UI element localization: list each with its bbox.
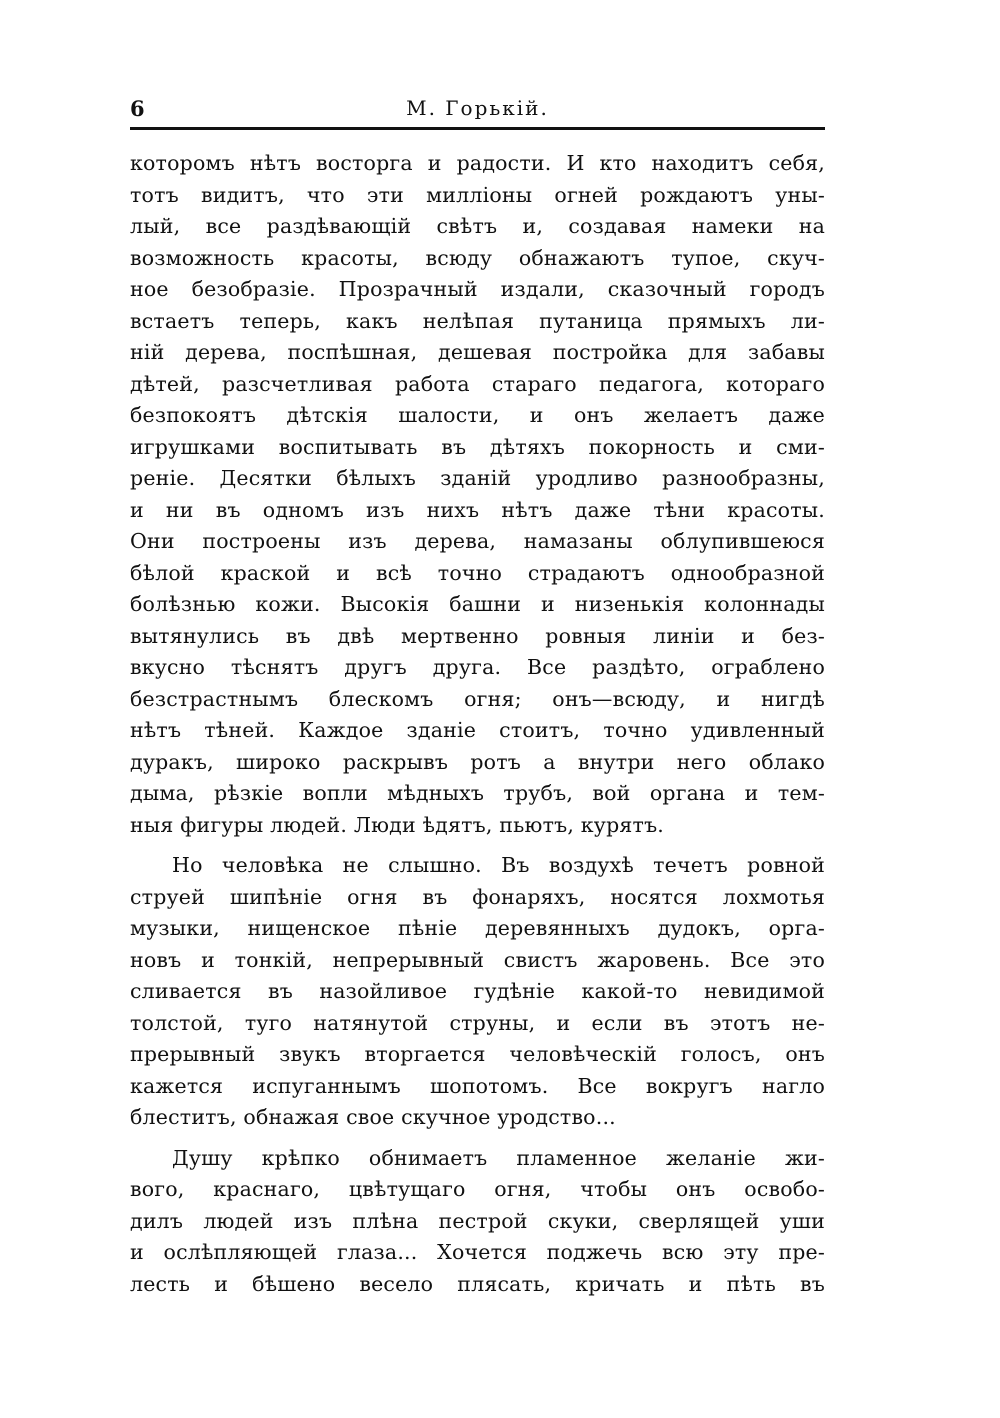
text-line: возможность красоты, всюду обнажаютъ тупое, скуч- [130,245,825,270]
text-line: прерывный звукъ вторгается человѣческій голосъ, онъ [130,1042,825,1066]
text-line: Они построены изъ дерева, намазаны облупившеюся [130,529,825,553]
text-line: реніе. Десятки бѣлыхъ зданій уродливо разнообразны, [130,466,825,490]
text-line: лесть и бѣшено весело плясать, кричать и пѣть въ [130,1271,825,1296]
text-line: и ослѣпляющей глаза... Хочется поджечь всю эту пре- [130,1240,825,1264]
body-text [130,148,825,1300]
text-line: безпокоятъ дѣтскія шалости, и онъ желаетъ даже [130,403,825,427]
text-line: струей шипѣніе огня въ фонаряхъ, носятся лохмотья [130,884,825,909]
text-line: блеститъ, обнажая свое скучное уродство... [130,1105,616,1129]
page-number: 6 [130,96,145,121]
text-line: дыма, рѣзкіе вопли мѣдныхъ трубъ, вой органа и тем- [130,781,825,805]
text-line: которомъ нѣтъ восторга и радости. И кто находитъ себя, [130,151,825,175]
paragraph-1 [130,148,825,841]
paragraph-spacer [130,1134,825,1143]
text-line: музыки, нищенское пѣніе деревянныхъ дудокъ, орга- [130,916,825,940]
text-line: вытянулись въ двѣ мертвенно ровныя линіи и без- [130,623,825,648]
header-rule [130,127,825,130]
text-line: бѣлой краской и всѣ точно страдаютъ однообразной [130,560,825,585]
text-line: ній дерева, поспѣшная, дешевая постройка для забавы [130,340,825,364]
text-line: Душу крѣпко обнимаетъ пламенное желаніе жи- [172,1145,825,1170]
paragraph-spacer [130,841,825,850]
running-head: М. Горькій. [406,96,549,120]
text-line: ное безобразіе. Прозрачный издали, сказочный городъ [130,277,825,301]
text-line: дилъ людей изъ плѣна пестрой скуки, сверлящей уши [130,1208,825,1233]
text-line: лый, все раздѣвающій свѣтъ и, создавая намеки на [130,214,825,238]
text-line: болѣзнью кожи. Высокія башни и низенькія колоннады [130,592,825,616]
text-line: ныя фигуры людей. Люди ѣдятъ, пьютъ, курятъ. [130,812,665,837]
page-header [130,96,825,128]
text-line: вкусно тѣснятъ другъ друга. Все раздѣто, ограблено [130,655,825,679]
text-line: Но человѣка не слышно. Въ воздухѣ течетъ ровной [172,853,825,877]
text-line: безстрастнымъ блескомъ огня; онъ—всюду, и нигдѣ [130,686,825,711]
text-line: вого, краснаго, цвѣтущаго огня, чтобы онъ освобо- [130,1177,825,1201]
text-line: нѣтъ тѣней. Каждое зданіе стоитъ, точно удивленный [130,718,825,742]
text-line: толстой, туго натянутой струны, и если въ этотъ не- [130,1010,825,1035]
text-line: и ни въ одномъ изъ нихъ нѣтъ даже тѣни красоты. [130,497,825,522]
text-line: сливается въ назойливое гудѣніе какой-то невидимой [130,979,825,1003]
text-line: встаетъ теперь, какъ нелѣпая путаница прямыхъ ли- [130,308,825,333]
paragraph-3 [130,1143,825,1301]
text-line: дуракъ, широко раскрывъ ротъ а внутри него облако [130,749,825,774]
text-line: тотъ видитъ, что эти милліоны огней рождаютъ уны- [130,182,825,207]
text-line: кажется испуганнымъ шопотомъ. Все вокругъ нагло [130,1073,825,1098]
text-line: дѣтей, разсчетливая работа стараго педагога, котораго [130,371,825,396]
paragraph-2 [130,850,825,1134]
text-line: игрушками воспитывать въ дѣтяхъ покорность и сми- [130,434,825,459]
text-line: новъ и тонкій, непрерывный свистъ жаровень. Все это [130,947,825,972]
